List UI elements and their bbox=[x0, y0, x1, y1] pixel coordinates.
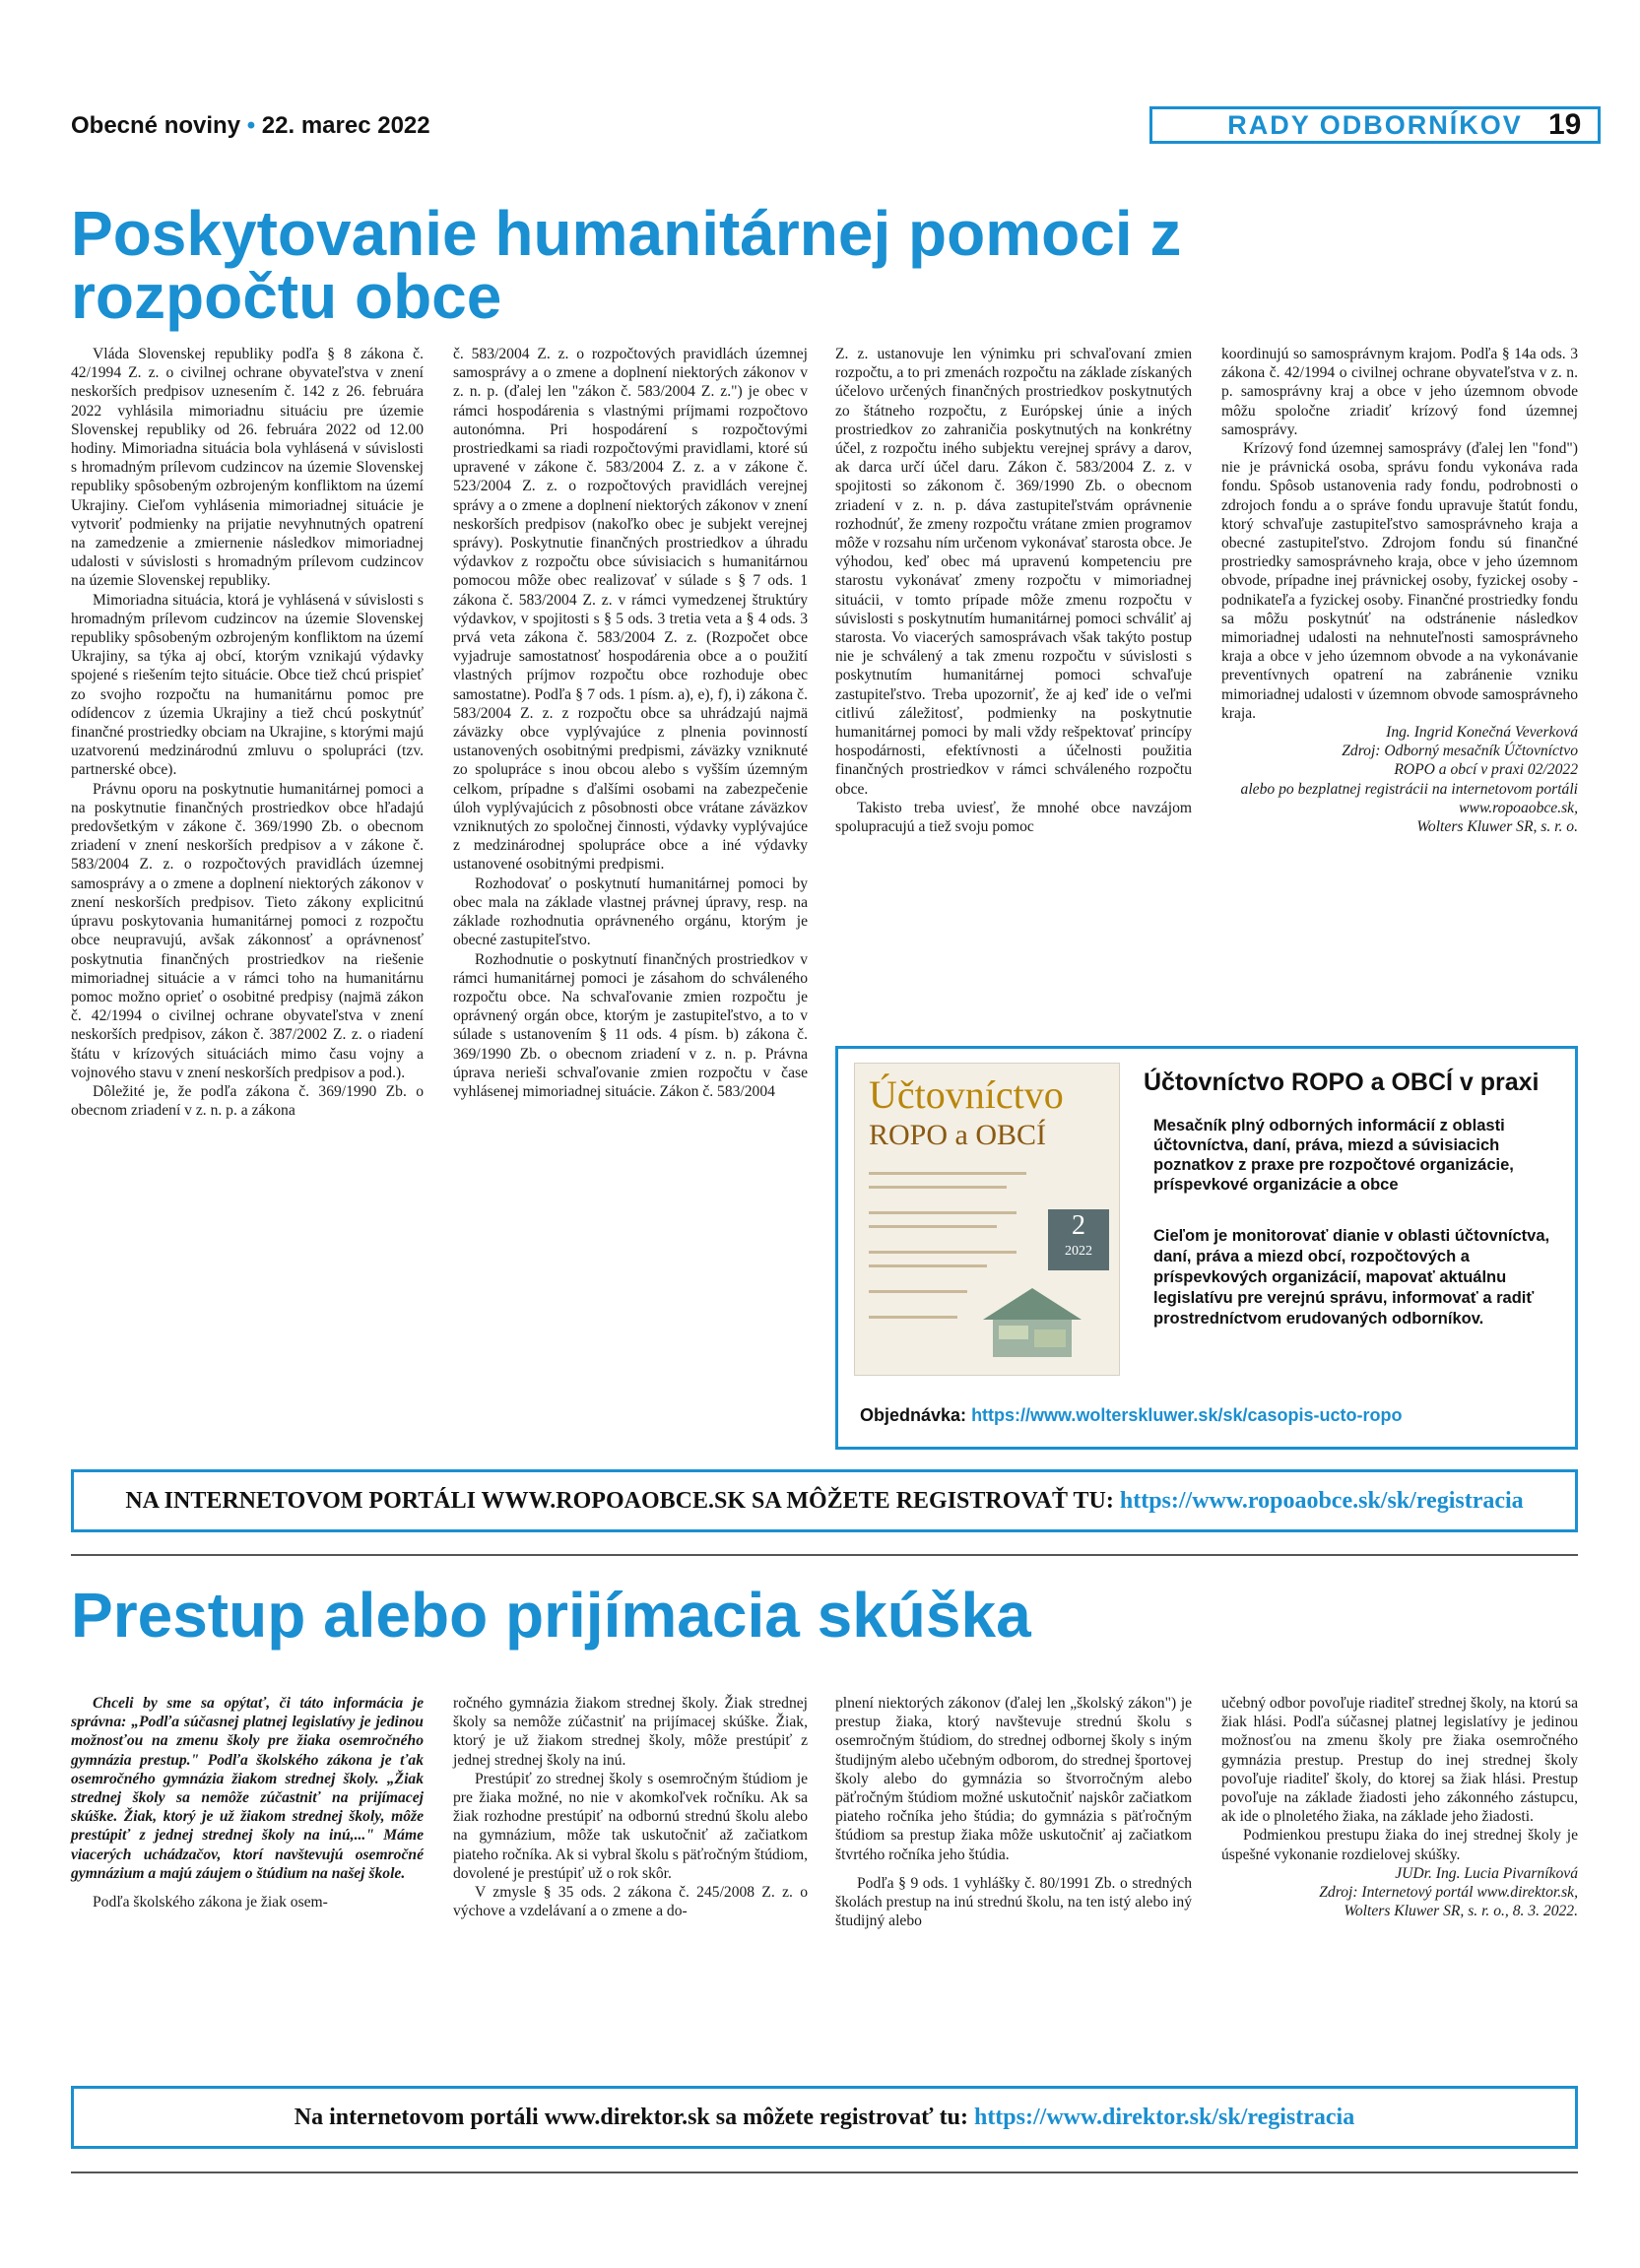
article2-title: Prestup alebo prijímacia skúška bbox=[71, 1580, 1031, 1651]
section-label: RADY ODBORNÍKOV bbox=[1149, 106, 1601, 144]
page-number: 19 bbox=[1548, 108, 1582, 141]
cover-text-line bbox=[869, 1290, 967, 1293]
paragraph: plnení niektorých zákonov (ďalej len „školský zákon") je prestup žiaka, ktorý navštevuje strednú školu s osemročným štúdiom, do strednej odbornej školy s iným študijným alebo učebným odborom, do strednej športovej školy alebo do gymnázia so štvorročným alebo päťročným štúdiom možné uskutočniť najskôr začiatkom piateho ročníka jeho štúdia; do gymnázia s päťročným štúdiom sa prestup žiaka môže uskutočniť aj začiatkom štvrtého ročníka jeho štúdia. bbox=[835, 1695, 1192, 1863]
article1-column-1 bbox=[71, 345, 424, 1448]
cover-issue-year: 2022 bbox=[1065, 1244, 1092, 1259]
paragraph: Krízový fond územnej samosprávy (ďalej len "fond") nie je právnická osoba, správu fondu vykonáva rada fondu. Spôsob ustanovenia rady fondu, podrobnosti o zdrojoch fondu a o správe fondu upravuje štatút fondu, ktorý schvaľuje zastupiteľstvo samosprávneho kraja a obecné zastupiteľstvo. Zdrojom fondu sú finančné prostriedky samosprávneho kraja, obce v jeho územnom obvode, prípadne inej právnickej osoby, fyzickej osoby - podnikateľa a fyzickej osoby. Finančné prostriedky fondu sa môžu poskytnúť na odstránenie následkov mimoriadnej udalosti na nehnuteľnosti samosprávneho kraja a obce v jeho územnom obvode a na vykonávanie preventívnych opatrení na zabránenie vzniku mimoriadnej udalosti v územnom obvode samosprávneho kraja. bbox=[1221, 440, 1578, 722]
registration-link[interactable]: https://www.direktor.sk/sk/registracia bbox=[973, 2105, 1355, 2130]
paragraph: ročného gymnázia žiakom strednej školy. Žiak strednej školy sa nemôže zúčastniť na prijímacej skúške. Žiak, ktorý je už žiakom strednej školy, môže prestúpiť z jednej strednej školy na inú. bbox=[453, 1695, 808, 1769]
promo-subtitle: Mesačník plný odborných informácií z oblasti účtovníctva, daní, práva, miezd a súvisiacich poznatkov z praxe pre rozpočtové organizácie, príspevkové organizácie a obce bbox=[1153, 1117, 1514, 1194]
promo-description: Cieľom je monitorovať dianie v oblasti účtovníctva, daní, práva a miezd obcí, rozpočtových a príspevkových organizácií, mapovať aktuálnu legislatívu pre verejnú správu, informovať a radiť prostredníctvom erudovaných odborníkov. bbox=[1153, 1227, 1550, 1328]
article2-column-4 bbox=[1221, 1694, 1578, 2068]
promo-title: Účtovníctvo ROPO a OBCÍ v praxi bbox=[1144, 1069, 1540, 1096]
paragraph: V zmysle § 35 ods. 2 zákona č. 245/2008 Z. z. o výchove a vzdelávaní a o zmene a do- bbox=[453, 1884, 808, 1920]
paragraph: Rozhodovať o poskytnutí humanitárnej pomoci by obec mala na základe vlastnej právnej úpravy, resp. na základe rozhodnutia oprávneného orgánu, ktorým je obecné zastupiteľstvo. bbox=[453, 875, 808, 949]
cover-text-line bbox=[869, 1172, 1026, 1175]
article1-title: Poskytovanie humanitárnej pomoci z rozpočtu obce bbox=[71, 198, 1182, 332]
cover-text-line bbox=[869, 1211, 1017, 1214]
article1-column-4 bbox=[1221, 345, 1578, 1024]
paragraph: Rozhodnutie o poskytnutí finančných prostriedkov v rámci humanitárnej pomoci je zásahom do schváleného rozpočtu obce. Na schvaľovanie zmien rozpočtu je oprávnený orgán obce, ktorým je zastupiteľstvo, a to v súlade s ustanovením § 11 ods. 4 písm. b) zákona č. 369/1990 Zb. o obecnom zriadení v z. n. p. Právna úprava nerieši schvaľovanie zmien rozpočtu v čase vyhlásenej mimoriadnej situácie. Zákon č. 583/2004 bbox=[453, 950, 808, 1100]
source-line: Zdroj: Odborný mesačník Účtovníctvo bbox=[1342, 743, 1578, 760]
paragraph: Podľa § 9 ods. 1 vyhlášky č. 80/1991 Zb. o stredných školách prestup na inú strednú školu, na ten istý alebo iný študijný alebo bbox=[835, 1874, 1192, 1930]
order-line bbox=[860, 1405, 1403, 1426]
paragraph: č. 583/2004 Z. z. o rozpočtových pravidlách územnej samosprávy a o zmene a doplnení niektorých zákonov v z. n. p. (ďalej len "zákon č. 583/2004 Z. z.") je obec v rámci hospodárenia s vlastnými príjmami rozpočtovo autonómna. Pri hospodárení s rozpočtovými prostriedkami sa riadi rozpočtovými pravidlami, ktoré sú upravené v zákone č. 583/2004 Z. z. a v zákone č. 523/2004 Z. z. o rozpočtových pravidlách verejnej správy a o zmene a doplnení niektorých zákonov v znení neskorších predpisov (nakoľko obec je subjekt verejnej správy). Poskytnutie finančných prostriedkov a úhradu výdavkov z rozpočtu obce súvisiacich s humanitárnou pomocou môže obec realizovať v súlade s § 7 ods. 1 zákona č. 583/2004 Z. z. v rámci vymedzenej štruktúry výdavkov, v spojitosti s § 5 ods. 3 tretia veta a § 4 ods. 3 prvá veta zákona č. 583/2004 Z. z. (Rozpočet obce vyjadruje samostatnosť hospodárenia obce a o použití vlastných príjmov rozpočtu obce rozhoduje obec samostatne). Podľa § 7 ods. 1 písm. a), e), f), i) zákona č. 583/2004 Z. z. z rozpočtu obce sa uhrádzajú najmä záväzky obce vyplývajúce z plnenia povinností ustanovených osobitnými predpismi, záväzky vzniknuté zo spolupráce s inou obcou alebo s vyšším územným celkom, prípadne s ďalšími osobami na zabezpečenie úloh vyplývajúcich z pôsobnosti obce vrátane záväzkov vzniknutých zo spoločnej činnosti, výdavky vyplývajúce z medzinárodnej spolupráce obce a iné výdavky ustanovené osobitnými predpismi. bbox=[453, 346, 808, 874]
paragraph: Mimoriadna situácia, ktorá je vyhlásená v súvislosti s hromadným prílevom cudzincov na územie Slovenskej republiky spôsobeným ozbrojeným konfliktom na území Ukrajiny, sa týka aj obcí, ktorým vznikajú výdavky spojené s riešením tejto situácie. Obce tiež chcú prispieť zo svojho rozpočtu na humanitárnu pomoc pre odídencov z územia Ukrajiny a tiež chcú poskytnúť finančné prostriedky obciam na Ukrajine, s ktorými majú uzatvorenú medzinárodnú zmluvu o spolupráci (tzv. partnerské obce). bbox=[71, 591, 424, 779]
registration-banner-direktor bbox=[71, 2086, 1578, 2149]
source-line: Zdroj: Internetový portál www.direktor.sk, bbox=[1319, 1884, 1578, 1902]
paragraph: Vláda Slovenskej republiky podľa § 8 zákona č. 42/1994 Z. z. o civilnej ochrane obyvateľstva v znení neskorších predpisov uznesením č. 142 z 26. februára 2022 vyhlásila mimoriadnu situáciu pre územie Slovenskej republiky od 26. februára 2022 od 12.00 hodiny. Mimoriadna situácia bola vyhlásená v súvislosti s hromadným prílevom cudzincov na územie Slovenskej republiky spôsobeným ozbrojeným konfliktom na území Ukrajiny. Cieľom vyhlásenia mimoriadnej situácie je vytvoriť podmienky na prijatie nevyhnutných opatrení na zamedzenie a zmiernenie následkov mimoriadnej udalosti v súvislosti s hromadným prílevom cudzincov na územie Slovenskej republiky. bbox=[71, 346, 424, 590]
paragraph: Z. z. ustanovuje len výnimku pri schvaľovaní zmien rozpočtu, a to pri zmenách rozpočtu na základe získaných účelovo určených finančných prostriedkov poskytnutých zo štátneho rozpočtu, z Európskej únie a iných prostriedkov zo zahraničia poskytnutých na konkrétny účel, z rozpočtu iného subjektu verejnej správy a darov, ak darca určí účel daru. Zákon č. 583/2004 Z. z. v spojitosti so zákonom č. 369/1990 Zb. o obecnom zriadení v z. n. p. dáva zastupiteľstvám oprávnenie rozhodnúť, že zmeny rozpočtu vrátane zmien programov môže v rozsahu ním určenom vykonávať starosta obce. Je výhodou, keď obec má upravenú kompetenciu pre starostu vykonávať zmeny rozpočtu v mimoriadnej situácii, v tomto prípade môže zmenu rozpočtu v súvislosti s poskytnutím humanitárnej pomoci schváliť aj starosta. Vo viacerých samosprávach však takýto postup nie je schválený a tak zmenu rozpočtu v súvislosti s poskytnutím humanitárnej pomoci schvaľuje zastupiteľstvo. Treba upozorniť, že aj keď ide o veľmi citlivú záležitosť, podmienky na poskytnutie humanitárnej pomoci by mali vždy rešpektovať princípy hospodárnosti, efektívnosti a účelnosti použitia finančných prostriedkov v rámci schváleného rozpočtu obce. bbox=[835, 346, 1192, 798]
order-link[interactable]: https://www.wolterskluwer.sk/sk/casopis-ucto-ropo bbox=[971, 1405, 1403, 1425]
banner-text: NA INTERNETOVOM PORTÁLI WWW.ROPOAOBCE.SK SA MÔŽETE REGISTROVAŤ TU: bbox=[125, 1488, 1114, 1514]
publication-name: Obecné noviny bbox=[71, 112, 241, 139]
separator-dot: • bbox=[246, 112, 256, 139]
article2-column-3 bbox=[835, 1694, 1192, 2068]
paragraph: Podľa školského zákona je žiak osem- bbox=[93, 1894, 328, 1912]
cover-text-line bbox=[869, 1186, 1007, 1189]
magazine-promo-box bbox=[835, 1046, 1578, 1450]
cover-issue-badge bbox=[1048, 1209, 1109, 1270]
cover-text-line bbox=[869, 1264, 987, 1267]
paragraph: Prestúpiť zo strednej školy s osemročným štúdiom je pre žiaka možné, no nie v akomkoľvek ročníku. Ak sa žiak rozhodne prestúpiť na odbornú strednú školu alebo na gymnázium, môže tak uskutočniť až začiatkom piateho ročníka. Ak si vybral školu s päťročným štúdiom, dovolené je prestúpiť už o rok skôr. bbox=[453, 1770, 808, 1882]
source-line: Wolters Kluwer SR, s. r. o. bbox=[1416, 818, 1578, 836]
source-line: Wolters Kluwer SR, s. r. o., 8. 3. 2022. bbox=[1344, 1903, 1578, 1920]
source-line: alebo po bezplatnej registrácii na internetovom portáli www.ropoaobce.sk, bbox=[1240, 780, 1578, 816]
cover-text-line bbox=[869, 1225, 997, 1228]
banner-text: Na internetovom portáli www.direktor.sk sa môžete registrovať tu: bbox=[294, 2105, 968, 2130]
cover-title: Účtovníctvo bbox=[869, 1072, 1064, 1117]
cover-issue-number: 2 bbox=[1072, 1210, 1085, 1241]
paragraph: koordinujú so samosprávnym krajom. Podľa § 14a ods. 3 zákona č. 42/1994 o civilnej ochrane obyvateľstva v z. n. p. samosprávny kraj a obce v jeho územnom obvode môžu spoločne zriadiť krízový fond územnej samosprávy. bbox=[1221, 346, 1578, 438]
page-bottom-rule bbox=[71, 2171, 1578, 2173]
paragraph: Dôležité je, že podľa zákona č. 369/1990 Zb. o obecnom zriadení v z. n. p. a zákona bbox=[71, 1082, 424, 1120]
registration-banner-ropoaobce bbox=[71, 1469, 1578, 1532]
paragraph: učebný odbor povoľuje riaditeľ strednej školy, na ktorú sa žiak hlási. Podľa súčasnej platnej legislatívy je jedinou možnosťou na zmenu školy pre žiaka osemročného gymnázia prestup. Prestup do inej strednej školy povoľuje riaditeľ školy, do ktorej sa žiak hlási. Prestup povoľuje na základe žiadosti jeho zákonného zástupcu, ak ide o plnoletého žiaka, na základe jeho žiadosti. bbox=[1221, 1695, 1578, 1826]
cover-text-line bbox=[869, 1316, 957, 1319]
source-line: ROPO a obcí v praxi 02/2022 bbox=[1394, 761, 1578, 779]
section-divider bbox=[71, 1554, 1578, 1556]
article2-column-1 bbox=[71, 1694, 424, 2068]
article1-column-3 bbox=[835, 345, 1192, 1024]
reader-question: Chceli by sme sa opýtať, či táto informácia je správna: „Podľa súčasnej platnej legislatívy je jedinou možnosťou na zmenu školy pre žiaka osemročného gymnázia prestup." Podľa školského zákona je ťak osemročného gymnázia žiakom strednej školy. „Žiak strednej školy sa nemôže zúčastniť na prijímacej skúške. Žiak, ktorý je už žiakom strednej školy, môže prestúpiť z jednej strednej školy na inú,..." Máme viacerých uchádzačov, ktorí navštevujú osemročné gymnázium a majú záujem o štúdium na našej škole. bbox=[71, 1695, 424, 1882]
cover-subtitle: ROPO a OBCÍ bbox=[869, 1119, 1047, 1151]
magazine-cover-image bbox=[854, 1063, 1120, 1376]
order-label: Objednávka: bbox=[860, 1405, 967, 1425]
money-house-icon bbox=[973, 1280, 1091, 1359]
article1-column-2 bbox=[453, 345, 808, 1448]
registration-link[interactable]: https://www.ropoaobce.sk/sk/registracia bbox=[1119, 1488, 1524, 1514]
publication-line bbox=[71, 112, 430, 140]
cover-text-line bbox=[869, 1251, 1017, 1254]
paragraph: Takisto treba uviesť, že mnohé obce navzájom spolupracujú a tiež svoju pomoc bbox=[835, 799, 1192, 836]
paragraph: Právnu oporu na poskytnutie humanitárnej pomoci a na poskytnutie finančných prostriedkov obce hľadajú predovšetkým v zákone č. 369/1990 Zb. o obecnom zriadení v znení neskorších predpisov a v zákone č. 583/2004 Z. z. o rozpočtových pravidlách územnej samosprávy a o zmene a doplnení niektorých zákonov v znení neskorších predpisov. Tieto zákony explicitnú úpravu poskytovania humanitárnej pomoci z rozpočtu obce neupravujú, avšak zákonnosť a oprávnenosť poskytnutia finančných prostriedkov na riešenie mimoriadnej situácie a v rámci toho na humanitárnu pomoc možno oprieť o osobitné predpisy (najmä zákon č. 42/1994 o civilnej ochrane obyvateľstva v znení neskorších predpisov, zákon č. 387/2002 Z. z. o riadení štátu v krízových situáciách mimo času vojny a vojnového stavu v znení neskorších predpisov a pod.). bbox=[71, 780, 424, 1081]
page-header bbox=[71, 106, 1582, 146]
author-signature: JUDr. Ing. Lucia Pivarníková bbox=[1395, 1864, 1578, 1882]
paragraph: Podmienkou prestupu žiaka do inej strednej školy je úspešné vykonanie rozdielovej skúšky. bbox=[1221, 1827, 1578, 1863]
issue-date: 22. marec 2022 bbox=[261, 112, 430, 139]
article2-column-2 bbox=[453, 1694, 808, 2068]
author-signature: Ing. Ingrid Konečná Veverková bbox=[1386, 724, 1578, 742]
